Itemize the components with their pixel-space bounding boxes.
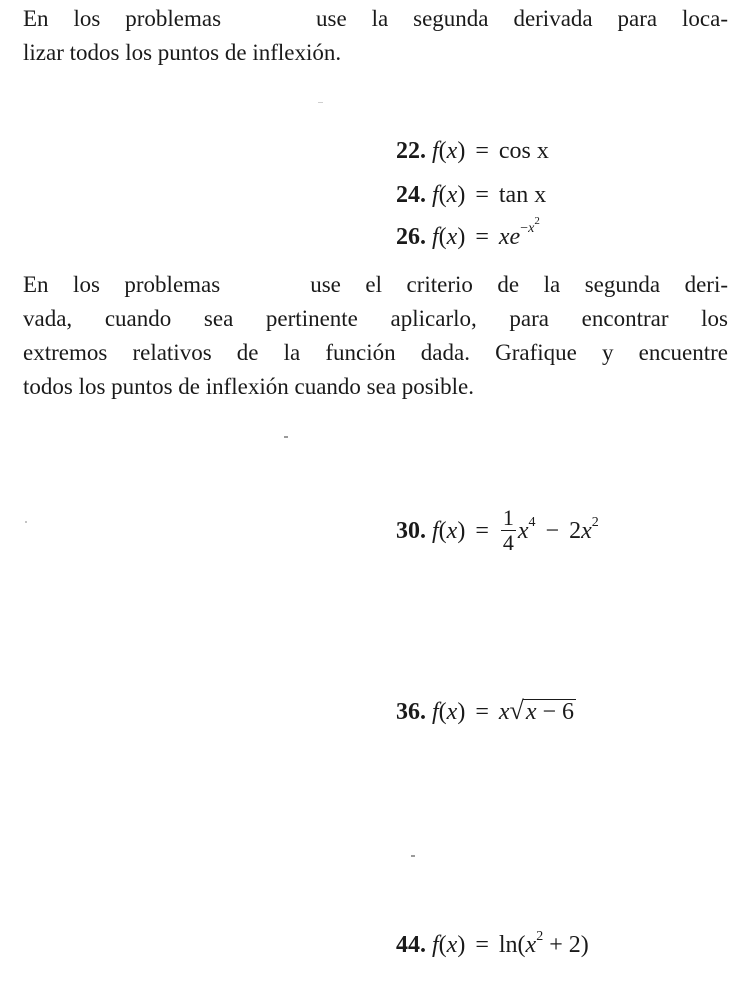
paragraph-line: vada, cuando sea pertinente aplicarlo, para encontrar los bbox=[23, 306, 728, 331]
instructions-paragraph-1 bbox=[23, 2, 728, 70]
problem-24-rhs: tan x bbox=[498, 182, 547, 208]
scan-speck bbox=[318, 102, 323, 103]
paragraph-line: extremos relativos de la función dada. Grafique y encuentre bbox=[23, 340, 728, 365]
paragraph-line: lizar todos los puntos de inflexión. bbox=[23, 40, 342, 65]
paragraph-line: todos los puntos de inflexión cuando sea posible. bbox=[23, 374, 474, 399]
scan-speck bbox=[411, 855, 415, 857]
problem-26: 26. $f(x) = xe^{-x^2}$ bbox=[396, 215, 540, 250]
problem-30: 30. f(x) = $\frac{1}{4}$ $x^4 - 2x^2$ bbox=[396, 505, 599, 555]
problem-22-rhs: cos x bbox=[498, 138, 549, 164]
paragraph-line: En los problemas use el criterio de la segunda deri- bbox=[23, 272, 728, 297]
fraction: $\frac{1}{4}$ bbox=[502, 505, 514, 555]
square-root: √x − 6 bbox=[509, 696, 575, 725]
problem-24: 24. f(x) = tan x bbox=[396, 182, 547, 208]
radical-sign-icon: √ bbox=[509, 696, 524, 725]
paragraph-line: En los problemas use la segunda derivada para loca- bbox=[23, 6, 728, 31]
scan-speck bbox=[25, 521, 27, 523]
problem-36: 36. f(x) = x√x − 6 bbox=[396, 696, 575, 725]
scan-speck bbox=[284, 436, 288, 438]
problem-22: 22. f(x) = cos x bbox=[396, 138, 549, 164]
instructions-paragraph-2 bbox=[23, 268, 728, 404]
problem-44: 44. $f(x) = \ln(x^2 + 2)$ bbox=[396, 929, 589, 958]
